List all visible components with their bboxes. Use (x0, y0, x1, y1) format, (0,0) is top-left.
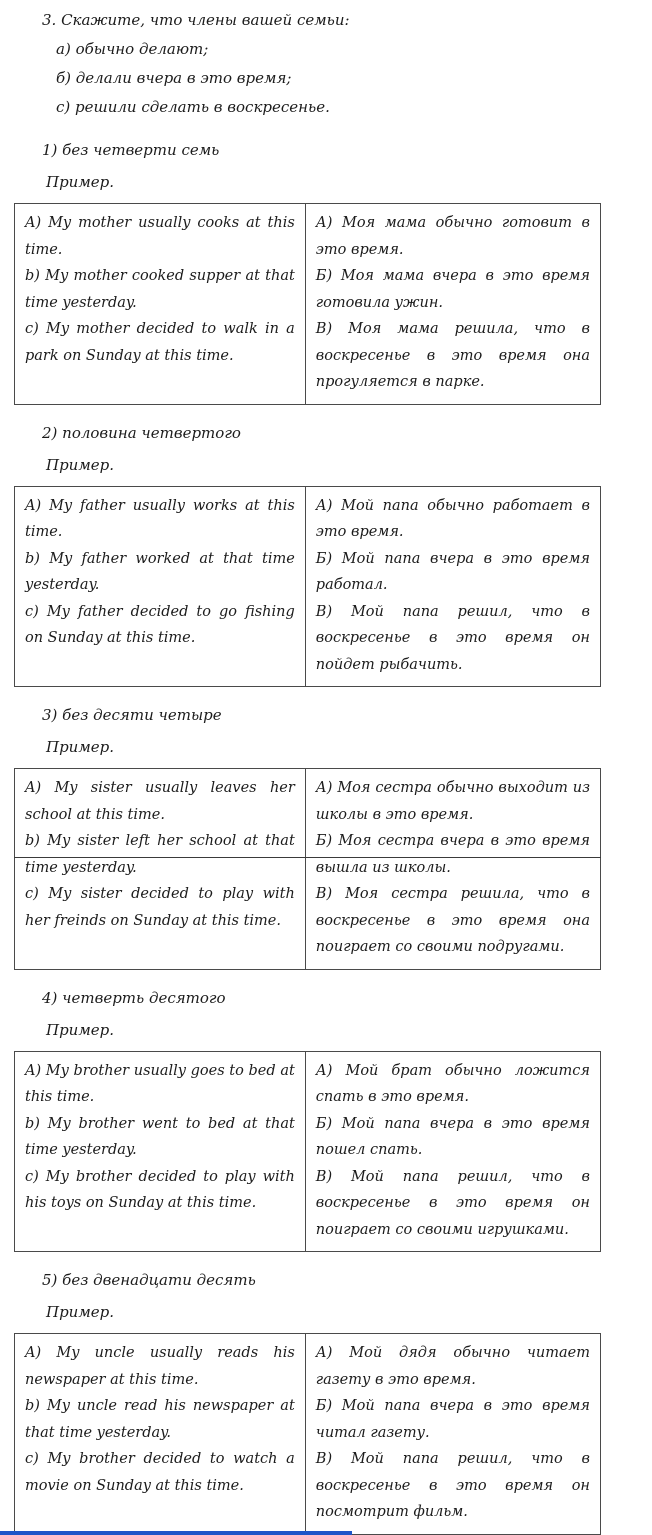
bottom-blue-bar (0, 1531, 352, 1535)
example-table-wrap (14, 1051, 601, 1253)
variant-heading: 1) без четверти семь (42, 141, 220, 159)
variant-heading: 3) без десяти четыре (42, 706, 222, 724)
russian-cell (305, 1334, 600, 1535)
english-cell (15, 486, 306, 687)
example-label: Пример. (46, 455, 115, 474)
example-table (14, 486, 601, 688)
english-line-a: A) My uncle usually reads his newspaper at this time. (25, 1345, 295, 1388)
russian-line-a: А) Мой брат обычно ложится спать в это время. (315, 1062, 590, 1105)
variant-heading: 2) половина четвертого (42, 423, 241, 442)
example-table-wrap (14, 768, 601, 970)
example-table (14, 203, 601, 405)
example-table-wrap (14, 1333, 601, 1535)
russian-cell (305, 1051, 600, 1252)
russian-cell (305, 769, 600, 970)
exercise-section-1 (0, 137, 652, 405)
exercise-section-3 (0, 702, 652, 970)
russian-line-a: А) Моя мама обычно готовит в это время. (315, 215, 590, 258)
variant-heading: 4) четверть десятого (42, 988, 226, 1007)
russian-cell (305, 204, 600, 405)
example-label: Пример. (46, 738, 115, 756)
english-line-c: c) My sister decided to play with her freinds on Sunday at this time. (25, 886, 295, 929)
russian-line-b: Б) Мой папа вчера в это время читал газету. (315, 1398, 590, 1441)
english-line-c: c) My brother decided to watch a movie on Sunday at this time. (25, 1451, 295, 1494)
example-table (14, 1333, 601, 1535)
russian-line-b: Б) Мой папа вчера в это время пошел спать. (315, 1115, 590, 1158)
russian-cell (305, 486, 600, 687)
russian-line-b: Б) Моя сестра вчера в это время вышла из школы. (315, 833, 590, 876)
exercise-title: 3. Скажите, что члены вашей семьи: (42, 11, 350, 29)
russian-line-a: А) Моя сестра обычно выходит из школы в это время. (315, 780, 590, 823)
example-table (14, 768, 601, 970)
english-line-c: c) My brother decided to play with his toys on Sunday at this time. (25, 1168, 295, 1211)
english-cell (15, 1051, 306, 1252)
example-table (14, 1051, 601, 1253)
english-line-b: b) My brother went to bed at that time yesterday. (25, 1115, 295, 1158)
example-label: Пример. (46, 1020, 115, 1039)
english-line-a: A) My brother usually goes to bed at this time. (25, 1062, 295, 1105)
russian-line-b: Б) Моя мама вчера в это время готовила ужин. (315, 268, 590, 311)
exercise-item-a: а) обычно делают; (56, 40, 209, 58)
russian-line-c: В) Моя сестра решила, что в воскресенье в это время она поиграет со своими подругами. (315, 886, 590, 955)
english-line-c: c) My mother decided to walk in a park on Sunday at this time. (25, 321, 295, 364)
russian-line-c: В) Мой папа решил, что в воскресенье в это время он пойдет рыбачить. (315, 603, 590, 673)
english-line-c: c) My father decided to go fishing on Sunday at this time. (25, 603, 295, 646)
russian-line-c: В) Мой папа решил, что в воскресенье в это время он поиграет со своими игрушками. (315, 1168, 590, 1238)
russian-line-a: А) Мой дядя обычно читает газету в это время. (315, 1345, 590, 1388)
english-cell (15, 1334, 306, 1535)
exercise-section-4 (0, 985, 652, 1253)
english-line-b: b) My father worked at that time yesterday. (25, 550, 295, 593)
exercise-item-c: с) решили сделать в воскресенье. (56, 98, 330, 116)
english-line-a: A) My father usually works at this time. (25, 497, 295, 540)
english-cell (15, 204, 306, 405)
exercise-section-2 (0, 420, 652, 688)
english-cell (15, 769, 306, 970)
english-line-a: A) My mother usually cooks at this time. (25, 215, 295, 258)
english-line-b: b) My uncle read his newspaper at that time yesterday. (25, 1398, 295, 1441)
example-table-wrap (14, 203, 601, 405)
english-line-b: b) My sister left her school at that time yesterday. (25, 833, 295, 876)
example-label: Пример. (46, 173, 115, 191)
exercise-section-5 (0, 1267, 652, 1535)
english-line-b: b) My mother cooked supper at that time yesterday. (25, 268, 295, 311)
english-line-a: A) My sister usually leaves her school at this time. (25, 780, 295, 823)
example-table-wrap (14, 486, 601, 688)
russian-line-c: В) Мой папа решил, что в воскресенье в это время он посмотрит фильм. (315, 1451, 590, 1520)
russian-line-b: Б) Мой папа вчера в это время работал. (315, 550, 590, 593)
russian-line-a: А) Мой папа обычно работает в это время. (315, 497, 590, 540)
variant-heading: 5) без двенадцати десять (42, 1271, 256, 1289)
russian-line-c: В) Моя мама решила, что в воскресенье в это время она прогуляется в парке. (315, 321, 590, 390)
example-label: Пример. (46, 1303, 115, 1321)
exercise-item-b: б) делали вчера в это время; (56, 69, 292, 87)
